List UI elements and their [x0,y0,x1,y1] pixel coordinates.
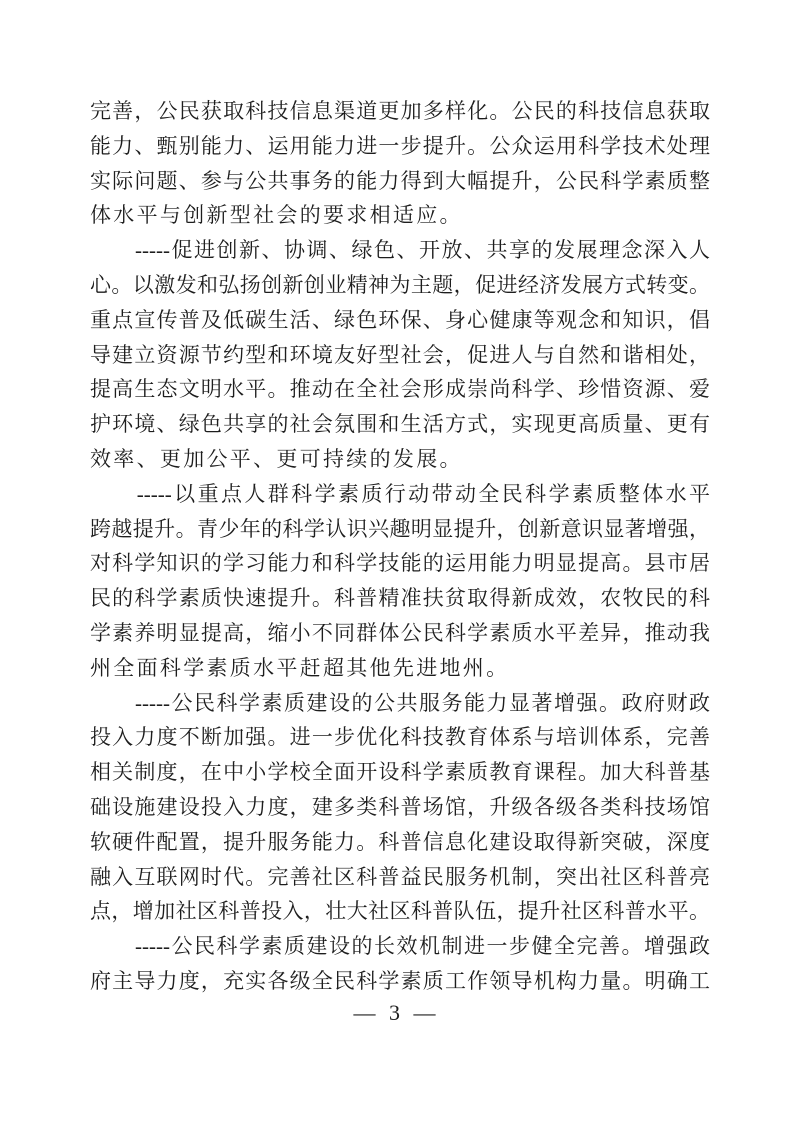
text-line: -----促进创新、协调、绿色、开放、共享的发展理念深入人 [90,238,710,263]
text-line: 投入力度不断加强。进一步优化科技教育体系与培训体系，完善 [90,725,710,750]
text-line: 效率、更加公平、更可持续的发展。 [90,446,463,471]
text-line: 跨越提升。青少年的科学认识兴趣明显提升，创新意识显著增强， [90,516,710,541]
text-line: 州全面科学素质水平赶超其他先进地州。 [90,655,510,680]
text-line: 点，增加社区科普投入，壮大社区科普队伍，提升社区科普水平。 [90,899,710,924]
text-line: 体水平与创新型社会的要求相适应。 [90,203,463,228]
text-line: 能力、甄别能力、运用能力进一步提升。公众运用科学技术处理 [90,133,710,158]
text-line: 提高生态文明水平。推动在全社会形成崇尚科学、珍惜资源、爱 [90,377,710,402]
text-line: 融入互联网时代。完善社区科普益民服务机制，突出社区科普亮 [90,864,710,889]
text-line: 实际问题、参与公共事务的能力得到大幅提升，公民科学素质整 [90,168,710,193]
text-line: -----公民科学素质建设的长效机制进一步健全完善。增强政 [90,934,710,959]
text-line: 心。以激发和弘扬创新创业精神为主题，促进经济发展方式转变。 [90,272,710,297]
text-line: 护环境、绿色共享的社会氛围和生活方式，实现更高质量、更有 [90,412,710,437]
page-number: — 3 — [353,1000,440,1025]
text-line: -----公民科学素质建设的公共服务能力显著增强。政府财政 [90,690,710,715]
text-line: 对科学知识的学习能力和科学技能的运用能力明显提高。县市居 [90,551,710,576]
text-line: 完善，公民获取科技信息渠道更加多样化。公民的科技信息获取 [90,99,710,123]
text-line: 民的科学素质快速提升。科普精准扶贫取得新成效，农牧民的科 [90,586,710,611]
text-line: 软硬件配置，提升服务能力。科普信息化建设取得新突破，深度 [90,829,710,854]
text-line: -----以重点人群科学素质行动带动全民科学素质整体水平 [90,481,710,506]
text-line: 础设施建设投入力度，建多类科普场馆，升级各级各类科技场馆 [90,794,710,819]
body-text [90,94,710,999]
text-line: 导建立资源节约型和环境友好型社会，促进人与自然和谐相处， [90,342,710,367]
text-line: 学素养明显提高，缩小不同群体公民科学素质水平差异，推动我 [90,620,710,645]
text-line: 相关制度，在中小学校全面开设科学素质教育课程。加大科普基 [90,760,710,785]
text-line: 府主导力度，充实各级全民科学素质工作领导机构力量。明确工 [90,968,710,993]
text-line: 重点宣传普及低碳生活、绿色环保、身心健康等观念和知识，倡 [90,307,710,332]
